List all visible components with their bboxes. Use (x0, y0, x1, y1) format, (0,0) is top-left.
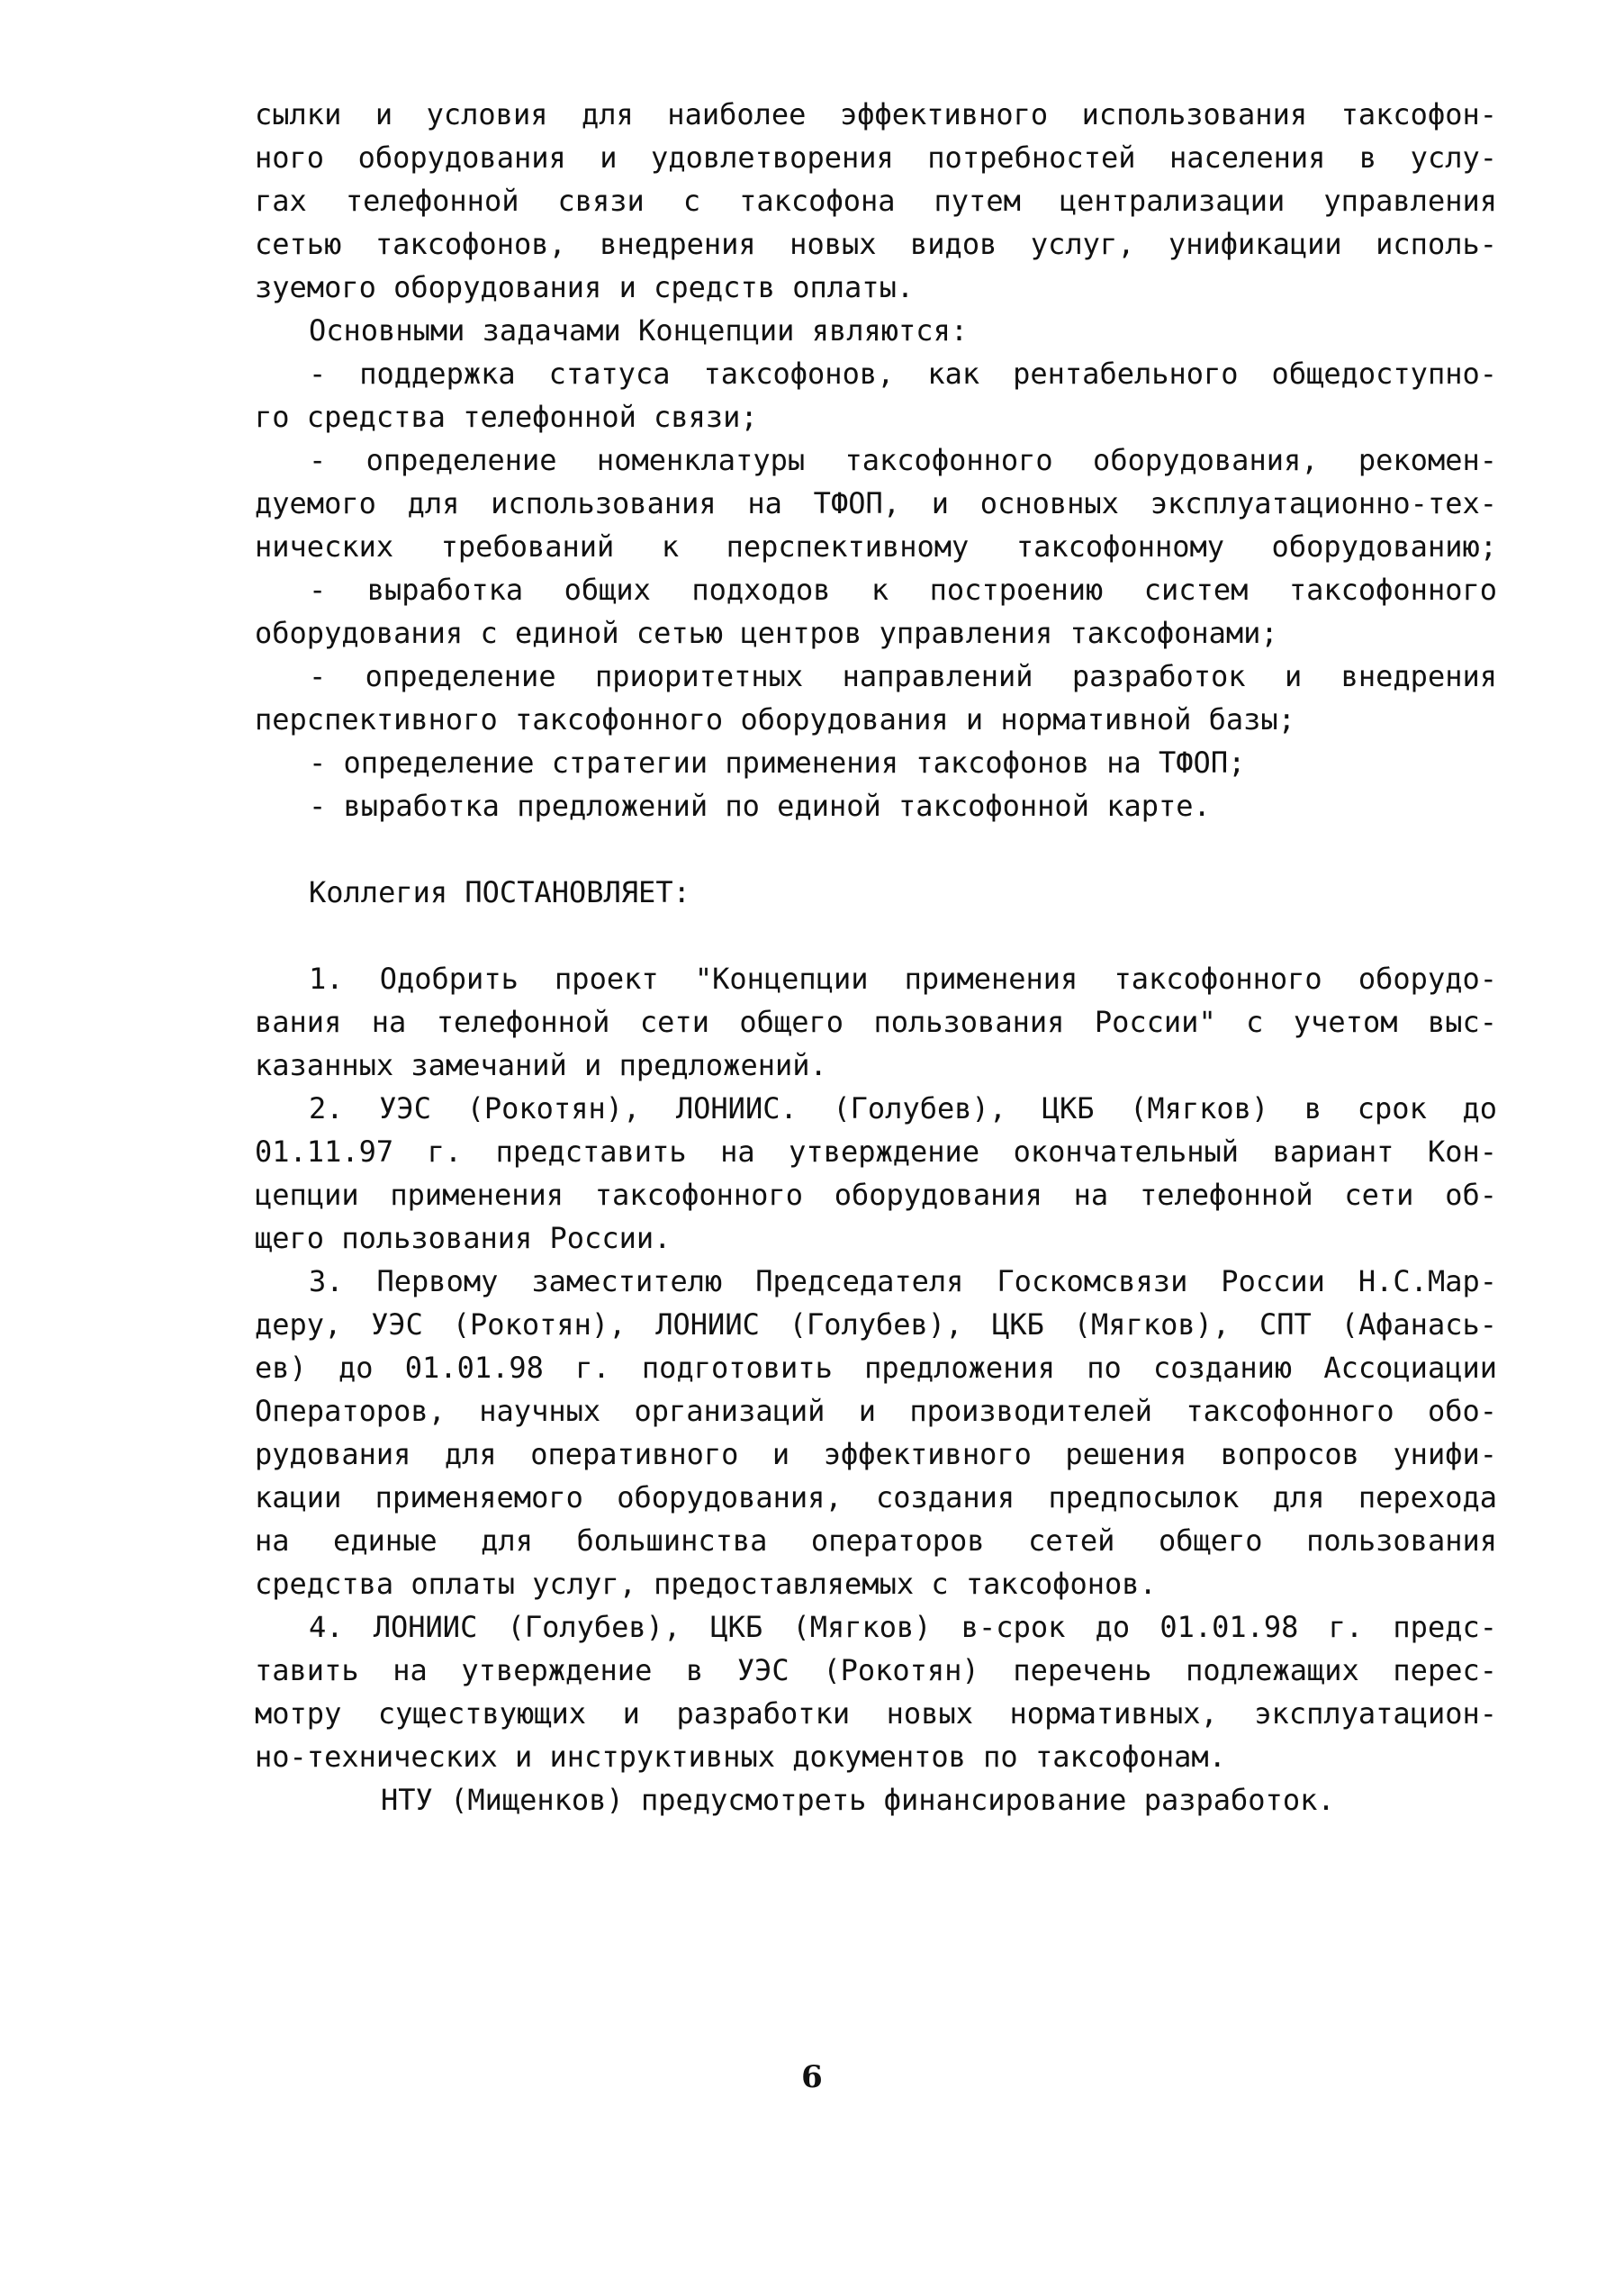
blank-line (255, 827, 1497, 871)
paragraph-start-line: - поддержка статуса таксофонов, как рентабельного общедоступно- (309, 357, 1497, 391)
text-line: на единые для большинства операторов сетей общего пользования (255, 1523, 1497, 1558)
text-line: кации применяемого оборудования, создания предпосылок для перехода (255, 1480, 1497, 1514)
document-body (255, 93, 1497, 1822)
text-line: вания на телефонной сети общего пользования России" с учетом выс- (255, 1005, 1497, 1039)
paragraph-start-line: 3. Первому заместителю Председателя Госкомсвязи России Н.С.Мар- (309, 1264, 1497, 1298)
text-line: деру, УЭС (Рокотян), ЛОНИИС (Голубев), ЦКБ (Мягков), СПТ (Афанась- (255, 1307, 1497, 1342)
paragraph-start-line: Основными задачами Концепции являются: (309, 313, 969, 348)
page-number: 6 (801, 2059, 823, 2095)
paragraph-start-line: - определение стратегии применения таксофонов на ТФОП; (309, 746, 1246, 780)
text-line: зуемого оборудования и средств оплаты. (255, 270, 915, 304)
text-line: дуемого для использования на ТФОП, и основных эксплуатационно-тех- (255, 486, 1497, 520)
text-line: нических требований к перспективному таксофонному оборудованию; (255, 529, 1497, 564)
paragraph-start-line: 2. УЭС (Рокотян), ЛОНИИС. (Голубев), ЦКБ (Мягков) в срок до (309, 1091, 1497, 1125)
text-line: мотру существующих и разработки новых нормативных, эксплуатацион- (255, 1696, 1497, 1731)
paragraph-start-line: НТУ (Мищенков) предусмотреть финансирование разработок. (381, 1783, 1335, 1817)
text-line: оборудования с единой сетью центров управления таксофонами; (255, 616, 1278, 650)
paragraph-start-line: Коллегия ПОСТАНОВЛЯЕТ: (309, 875, 690, 909)
text-line: Операторов, научных организаций и производителей таксофонного обо- (255, 1394, 1497, 1428)
paragraph-start-line: 1. Одобрить проект "Концепции применения таксофонного оборудо- (309, 962, 1497, 996)
text-line: рудования для оперативного и эффективного решения вопросов унифи- (255, 1437, 1497, 1471)
text-line: 01.11.97 г. представить на утверждение окончательный вариант Кон- (255, 1134, 1497, 1169)
text-line: средства оплаты услуг, предоставляемых с таксофонов. (255, 1567, 1157, 1601)
text-line: казанных замечаний и предложений. (255, 1048, 827, 1082)
text-line: цепции применения таксофонного оборудования на телефонной сети об- (255, 1178, 1497, 1212)
paragraph-start-line: 4. ЛОНИИС (Голубев), ЦКБ (Мягков) в-срок до 01.01.98 г. предс- (309, 1610, 1497, 1644)
text-line: гах телефонной связи с таксофона путем централизации управления (255, 184, 1497, 218)
blank-line (255, 914, 1497, 957)
text-line: ного оборудования и удовлетворения потребностей населения в услу- (255, 140, 1497, 175)
text-line: сылки и условия для наиболее эффективного использования таксофон- (255, 97, 1497, 131)
paragraph-start-line: - выработка общих подходов к построению систем таксофонного (309, 573, 1497, 607)
paragraph-start-line: - определение приоритетных направлений разработок и внедрения (309, 659, 1497, 693)
text-line: щего пользования России. (255, 1221, 672, 1255)
text-line: перспективного таксофонного оборудования и нормативной базы; (255, 702, 1295, 737)
paragraph-start-line: - выработка предложений по единой таксофонной карте. (309, 789, 1211, 823)
text-line: но-технических и инструктивных документов по таксофонам. (255, 1740, 1226, 1774)
paragraph-start-line: - определение номенклатуры таксофонного оборудования, рекомен- (309, 443, 1497, 477)
text-line: сетью таксофонов, внедрения новых видов услуг, унификации исполь- (255, 227, 1497, 261)
text-line: ев) до 01.01.98 г. подготовить предложения по созданию Ассоциации (255, 1351, 1497, 1385)
text-line: тавить на утверждение в УЭС (Рокотян) перечень подлежащих перес- (255, 1653, 1497, 1687)
text-line: го средства телефонной связи; (255, 400, 758, 434)
